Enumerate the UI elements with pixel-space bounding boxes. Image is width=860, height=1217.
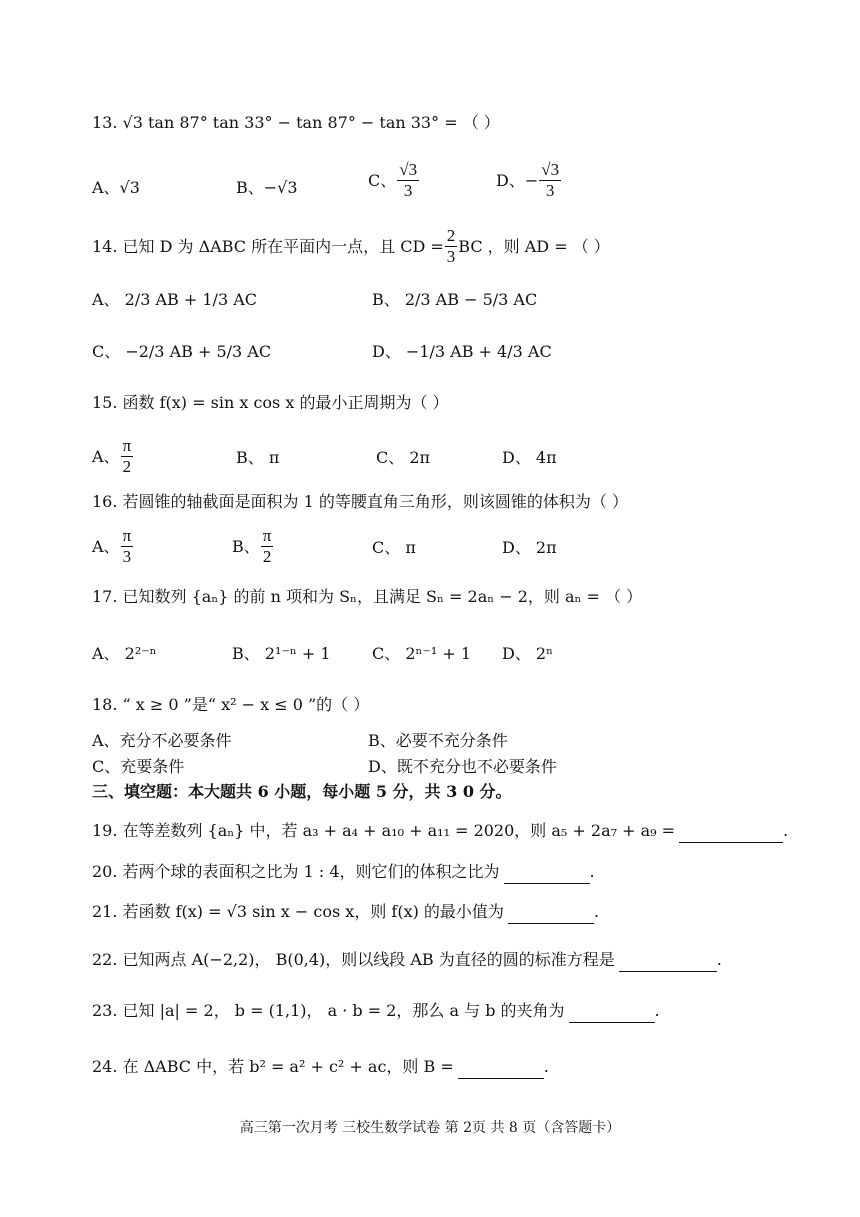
denominator: 3 [545, 181, 555, 200]
question-14-stem [92, 226, 610, 267]
question-13-option-a: A、√3 [92, 178, 140, 197]
question-14-option-d: D、 −1/3 AB + 4/3 AC [372, 342, 552, 361]
question-17-stem: 17. 已知数列 {aₙ} 的前 n 项和为 Sₙ，且满足 Sₙ = 2aₙ − 2，则 aₙ = （ ） [92, 587, 643, 606]
fraction [121, 436, 134, 477]
fraction [121, 526, 134, 567]
question-24 [92, 1055, 549, 1079]
question-18-stem: 18. “ x ≥ 0 ”是“ x² − x ≤ 0 ”的（ ） [92, 695, 370, 714]
fraction [261, 526, 274, 567]
question-14-option-c: C、 −2/3 AB + 5/3 AC [92, 342, 272, 361]
section-3-title: 三、填空题：本大题共 6 小题，每小题 5 分，共 3 0 分。 [92, 782, 512, 801]
denominator: 2 [122, 457, 132, 476]
denominator: 3 [446, 247, 456, 266]
denominator: 3 [122, 547, 132, 566]
period: . [543, 1057, 549, 1076]
question-17-option-b: B、 2¹⁻ⁿ + 1 [232, 644, 331, 663]
question-16-stem: 16. 若圆锥的轴截面是面积为 1 的等腰直角三角形，则该圆锥的体积为（ ） [92, 492, 628, 511]
answer-blank[interactable] [458, 1060, 544, 1079]
question-18-option-b: B、必要不充分条件 [368, 731, 508, 750]
question-14-option-a: A、 2/3 AB + 1/3 AC [92, 290, 258, 309]
question-13-option-b: B、−√3 [236, 178, 298, 197]
question-13-option-d [496, 160, 562, 201]
question-16-option-d: D、 2π [502, 538, 557, 557]
question-17-option-c: C、 2ⁿ⁻¹ + 1 [372, 644, 472, 663]
page-footer: 高三第一次月考 三校生数学试卷 第 2页 共 8 页（含答题卡） [239, 1120, 621, 1136]
numerator: √3 [399, 160, 418, 179]
question-22-text: 22. 已知两点 A(−2,2)， B(0,4)，则以线段 AB 为直径的圆的标准方程是 [92, 950, 615, 969]
answer-blank[interactable] [569, 1004, 655, 1023]
denominator: 2 [262, 547, 272, 566]
question-18-option-c: C、充要条件 [92, 757, 185, 776]
question-16-option-a [92, 526, 134, 567]
question-20 [92, 860, 595, 884]
answer-blank[interactable] [679, 824, 783, 843]
question-18-option-a: A、充分不必要条件 [92, 731, 232, 750]
question-20-text: 20. 若两个球的表面积之比为 1 : 4，则它们的体积之比为 [92, 862, 500, 881]
question-15-option-d: D、 4π [502, 448, 557, 467]
question-17-option-d: D、 2ⁿ [502, 644, 554, 663]
period: . [589, 862, 595, 881]
numerator: π [122, 436, 132, 455]
period: . [783, 821, 789, 840]
question-15-option-c: C、 2π [376, 448, 431, 467]
stem-suffix: BC ，则 AD = （ ） [458, 236, 610, 256]
question-22 [92, 948, 722, 972]
fraction [445, 226, 458, 267]
answer-blank[interactable] [508, 905, 594, 924]
answer-blank[interactable] [504, 865, 590, 884]
question-16-option-b [232, 526, 274, 567]
option-d-label: D、− [496, 170, 539, 190]
option-c-label: C、 [368, 170, 397, 190]
question-18-option-d: D、既不充分也不必要条件 [368, 757, 557, 776]
question-15-stem: 15. 函数 f(x) = sin x cos x 的最小正周期为（ ） [92, 393, 449, 412]
fraction [539, 160, 561, 201]
question-15-option-a [92, 436, 134, 477]
question-13-stem: 13. √3 tan 87° tan 33° − tan 87° − tan 33° = （ ） [92, 113, 500, 132]
question-13-option-c [368, 160, 420, 201]
question-23 [92, 999, 660, 1023]
question-23-text: 23. 已知 |a| = 2， b = (1,1)， a · b = 2，那么 a 与 b 的夹角为 [92, 1001, 565, 1020]
fraction [397, 160, 419, 201]
option-a-label: A、 [92, 446, 120, 466]
question-16-option-c: C、 π [372, 538, 416, 557]
option-b-label: B、 [232, 536, 260, 556]
numerator: π [122, 526, 132, 545]
question-21-text: 21. 若函数 f(x) = √3 sin x − cos x，则 f(x) 的最小值为 [92, 902, 504, 921]
question-21 [92, 900, 599, 924]
question-24-text: 24. 在 ΔABC 中，若 b² = a² + c² + ac，则 B = [92, 1057, 454, 1076]
numerator: π [262, 526, 272, 545]
period: . [593, 902, 600, 921]
question-14-option-b: B、 2/3 AB − 5/3 AC [372, 290, 538, 309]
stem-prefix: 14. 已知 D 为 ΔABC 所在平面内一点，且 CD = [92, 236, 444, 256]
question-15-option-b: B、 π [236, 448, 280, 467]
period: . [716, 950, 722, 969]
question-19-text: 19. 在等差数列 {aₙ} 中，若 a₃ + a₄ + a₁₀ + a₁₁ = 2020，则 a₅ + 2a₇ + a₉ = [92, 821, 676, 840]
answer-blank[interactable] [619, 953, 717, 972]
numerator: √3 [541, 160, 560, 179]
question-17-option-a: A、 2²⁻ⁿ [92, 644, 157, 663]
denominator: 3 [403, 181, 413, 200]
period: . [654, 1001, 660, 1020]
question-19 [92, 819, 788, 843]
numerator: 2 [446, 226, 456, 245]
option-a-label: A、 [92, 536, 120, 556]
